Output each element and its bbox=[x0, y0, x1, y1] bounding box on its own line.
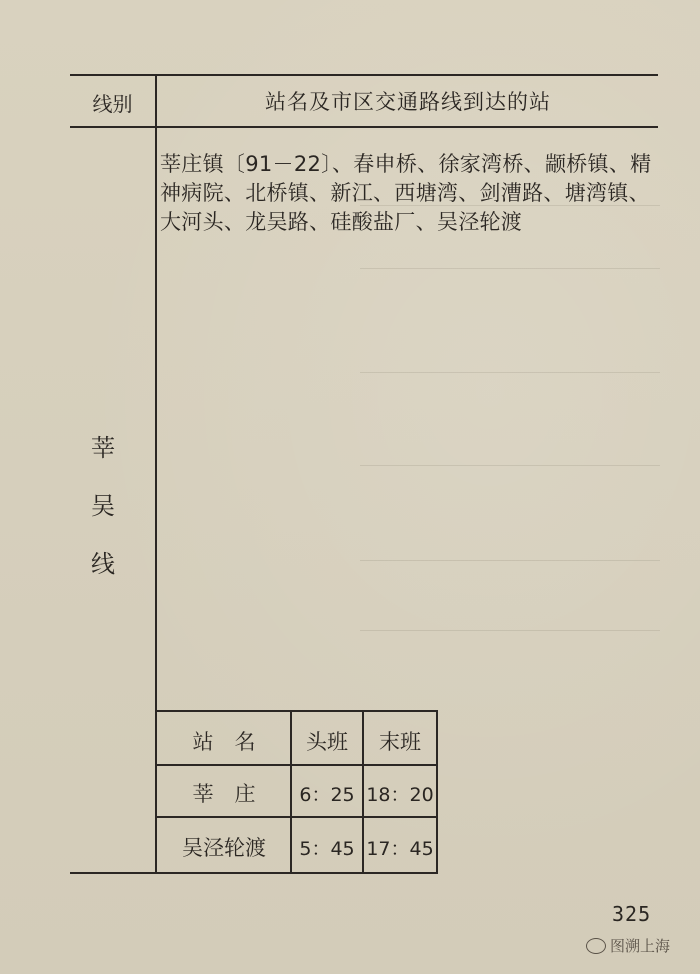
watermark-text: 图溯上海 bbox=[610, 937, 671, 955]
watermark bbox=[586, 935, 670, 956]
schedule-row-1-first: 6：25 bbox=[299, 784, 355, 806]
schedule-header-station: 站 名 bbox=[192, 730, 256, 754]
route-char-2: 吴 bbox=[91, 492, 115, 520]
header-route-label: 线别 bbox=[92, 92, 133, 116]
stations-line-1: 莘庄镇〔91－22〕、春申桥、徐家湾桥、颛桥镇、精 bbox=[160, 152, 652, 176]
schedule-header-border bbox=[156, 764, 438, 766]
header-stations-label: 站名及市区交通路线到达的站 bbox=[265, 90, 551, 114]
schedule-top-border bbox=[156, 710, 438, 712]
stations-line-3: 大河头、龙吴路、硅酸盐厂、吴泾轮渡 bbox=[160, 210, 523, 234]
stations-list bbox=[160, 150, 650, 237]
schedule-row-2-station: 吴泾轮渡 bbox=[182, 836, 266, 860]
schedule-header-last: 末班 bbox=[379, 730, 421, 754]
chat-bubble-icon bbox=[586, 938, 606, 954]
page-number: 325 bbox=[612, 902, 652, 926]
column-divider bbox=[155, 74, 157, 874]
schedule-right-border bbox=[436, 710, 438, 874]
stations-line-2: 神病院、北桥镇、新江、西塘湾、剑漕路、塘湾镇、 bbox=[160, 181, 650, 205]
schedule-bottom-border bbox=[70, 872, 438, 874]
table-top-border bbox=[70, 74, 658, 76]
schedule-row-border bbox=[156, 816, 438, 818]
schedule-row-2-first: 5：45 bbox=[299, 838, 355, 860]
schedule-header-first: 头班 bbox=[306, 730, 348, 754]
schedule-row-1-station: 莘 庄 bbox=[192, 782, 256, 806]
route-char-3: 线 bbox=[91, 550, 115, 578]
route-char-1: 莘 bbox=[91, 434, 115, 462]
schedule-row-2-last: 17：45 bbox=[366, 838, 434, 860]
header-bottom-border bbox=[70, 126, 658, 128]
schedule-row-1-last: 18：20 bbox=[366, 784, 434, 806]
